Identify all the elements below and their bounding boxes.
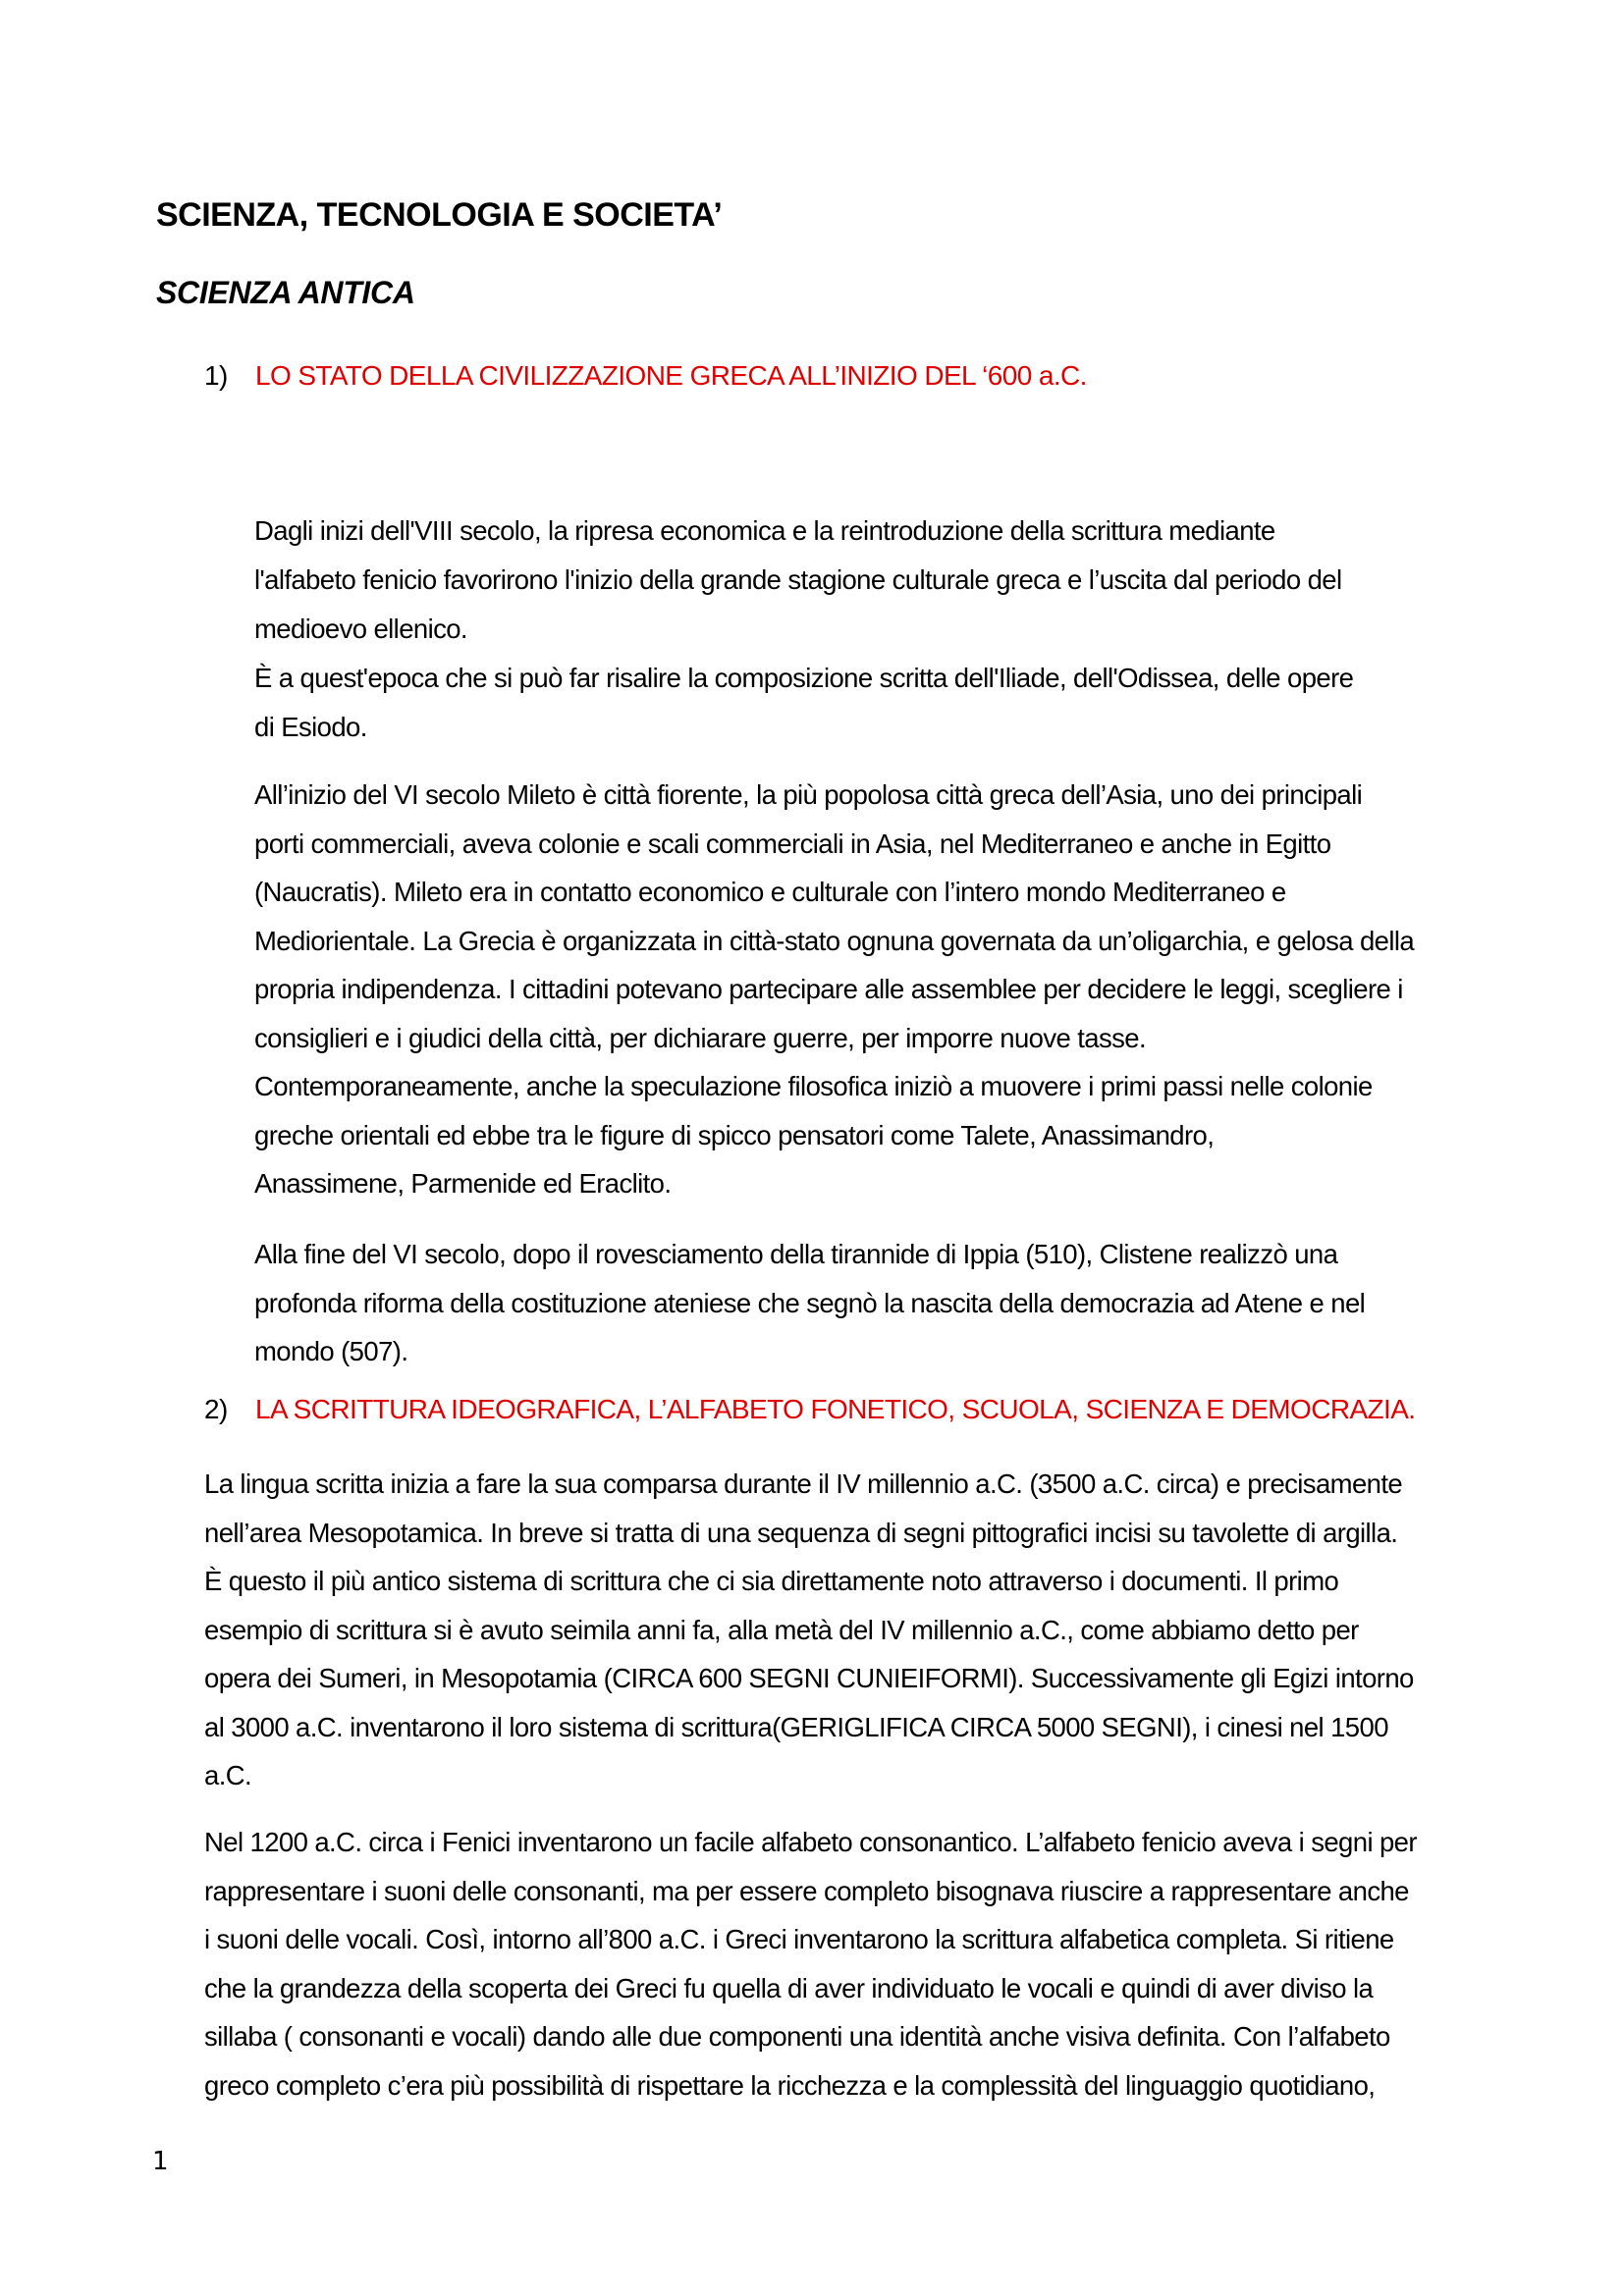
paragraph-4 <box>204 1460 1500 1800</box>
paragraph-1 <box>254 507 1521 752</box>
heading-2-text: LA SCRITTURA IDEOGRAFICA, L’ALFABETO FONETICO, SCUOLA, SCIENZA E DEMOCRAZIA. <box>255 1394 1416 1424</box>
paragraph-3 <box>254 1230 1521 1376</box>
paragraph-line: esempio di scrittura si è avuto seimila anni fa, alla metà del IV millennio a.C., come abbiamo detto per <box>204 1614 1359 1645</box>
paragraph-line: La lingua scritta inizia a fare la sua comparsa durante il IV millennio a.C. (3500 a.C. circa) e precisamente <box>204 1468 1403 1499</box>
paragraph-line: porti commerciali, aveva colonie e scali commerciali in Asia, nel Mediterraneo e anche in Egitto <box>254 828 1331 859</box>
paragraph-line: profonda riforma della costituzione ateniese che segnò la nascita della democrazia ad Atene e nel <box>254 1287 1366 1318</box>
paragraph-line: greche orientali ed ebbe tra le figure di spicco pensatori come Talete, Anassimandro, <box>254 1119 1215 1150</box>
document-title: SCIENZA, TECNOLOGIA E SOCIETA’ <box>156 196 723 234</box>
paragraph-line: Contemporaneamente, anche la speculazione filosofica iniziò a muovere i primi passi nelle colonie <box>254 1071 1373 1101</box>
paragraph-5 <box>204 1818 1500 2109</box>
heading-2 <box>204 1394 1415 1425</box>
paragraph-line: Dagli inizi dell'VIII secolo, la ripresa economica e la reintroduzione della scrittura mediante <box>254 515 1275 546</box>
paragraph-line: All’inizio del VI secolo Mileto è città fiorente, la più popolosa città greca dell’Asia, uno dei principali <box>254 779 1363 810</box>
paragraph-line: medioevo ellenico. <box>254 614 467 644</box>
heading-1 <box>204 360 1087 392</box>
paragraph-line: Anassimene, Parmenide ed Eraclito. <box>254 1168 672 1199</box>
paragraph-line: mondo (507). <box>254 1336 408 1366</box>
paragraph-line: nell’area Mesopotamica. In breve si tratta di una sequenza di segni pittografici incisi su tavolette di argilla. <box>204 1517 1398 1548</box>
paragraph-line: (Naucratis). Mileto era in contatto economico e culturale con l’intero mondo Mediterraneo e <box>254 877 1286 907</box>
paragraph-line: È a quest'epoca che si può far risalire la composizione scritta dell'Iliade, dell'Odissea, delle opere <box>254 663 1354 693</box>
paragraph-line: Mediorientale. La Grecia è organizzata in città-stato ognuna governata da un’oligarchia, e gelosa della <box>254 925 1415 956</box>
paragraph-line: Alla fine del VI secolo, dopo il rovesciamento della tirannide di Ippia (510), Clistene realizzò una <box>254 1239 1338 1269</box>
paragraph-line: i suoni delle vocali. Così, intorno all’800 a.C. i Greci inventarono la scrittura alfabetica completa. Si ritiene <box>204 1924 1394 1954</box>
heading-1-text: LO STATO DELLA CIVILIZZAZIONE GRECA ALL’INIZIO DEL ‘600 a.C. <box>255 360 1087 391</box>
paragraph-line: al 3000 a.C. inventarono il loro sistema di scrittura(GERIGLIFICA CIRCA 5000 SEGNI), i cinesi nel 1500 <box>204 1711 1388 1742</box>
paragraph-2 <box>254 771 1482 1208</box>
paragraph-line: consiglieri e i giudici della città, per dichiarare guerre, per imporre nuove tasse. <box>254 1022 1146 1053</box>
paragraph-line: greco completo c’era più possibilità di rispettare la ricchezza e la complessità del linguaggio quotidiano, <box>204 2069 1376 2101</box>
paragraph-line: di Esiodo. <box>254 712 367 742</box>
paragraph-line: a.C. <box>204 1760 252 1790</box>
page-number: 1 <box>152 2147 169 2176</box>
paragraph-line: propria indipendenza. I cittadini potevano partecipare alle assemblee per decidere le leggi, scegliere i <box>254 974 1403 1004</box>
heading-2-number: 2) <box>204 1394 228 1424</box>
paragraph-line: Nel 1200 a.C. circa i Fenici inventarono un facile alfabeto consonantico. L’alfabeto fenicio aveva i segni per <box>204 1827 1417 1857</box>
paragraph-line: sillaba ( consonanti e vocali) dando alle due componenti una identità anche visiva definita. Con l’alfabeto <box>204 2021 1390 2052</box>
paragraph-line: l'alfabeto fenicio favorirono l'inizio della grande stagione culturale greca e l’uscita dal periodo del <box>254 564 1342 595</box>
section-title: SCIENZA ANTICA <box>156 275 415 310</box>
paragraph-line: che la grandezza della scoperta dei Greci fu quella di aver individuato le vocali e quindi di aver diviso la <box>204 1972 1374 2003</box>
paragraph-line: È questo il più antico sistema di scrittura che ci sia direttamente noto attraverso i documenti. Il primo <box>204 1566 1339 1596</box>
heading-1-number: 1) <box>204 360 228 391</box>
paragraph-line: opera dei Sumeri, in Mesopotamia (CIRCA 600 SEGNI CUNIEIFORMI). Successivamente gli Egizi intorno <box>204 1663 1414 1693</box>
paragraph-line: rappresentare i suoni delle consonanti, ma per essere completo bisognava riuscire a rappresentare anche <box>204 1875 1409 1906</box>
